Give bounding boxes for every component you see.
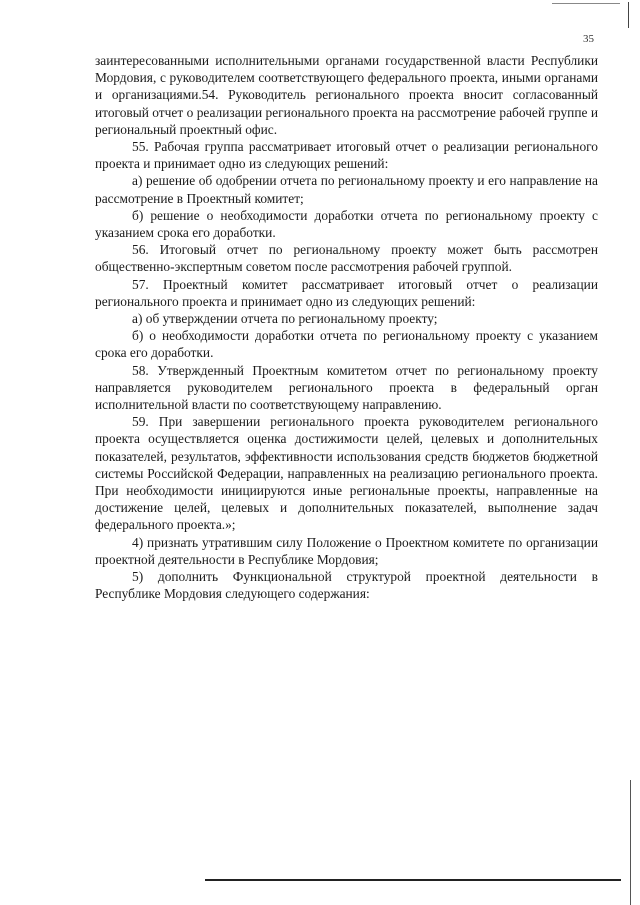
paragraph-item-4: 4) признать утратившим силу Положение о Проектном комитете по организации проектной деятельности в Республике Мордовия; <box>95 534 598 567</box>
paragraph-57: 57. Проектный комитет рассматривает итоговый отчет о реализации регионального проекта и принимает одно из следующих решений: <box>95 276 598 309</box>
scan-artifact-top <box>552 3 620 4</box>
page-number: 35 <box>583 33 594 45</box>
paragraph-58: 58. Утвержденный Проектным комитетом отчет по региональному проекту направляется руководителем регионального проекта в федеральный орган исполнительной власти по соответствующему направлению. <box>95 362 598 413</box>
scan-artifact-right <box>628 2 629 28</box>
paragraph-56: 56. Итоговый отчет по региональному проекту может быть рассмотрен общественно-экспертным советом после рассмотрения рабочей группой. <box>95 242 598 275</box>
paragraph-59: 59. При завершении регионального проекта руководителем регионального проекта осуществляется оценка достижимости целей, целевых и дополнительных показателей, результатов, эффективности использования средств бюджетов бюджетной системы Российской Федерации, направленных на реализацию регионального проекта. При необходимости инициируются иные региональные проекты, направленные на достижение целей, целевых и дополнительных показателей, выполнение задач федерального проекта.»; <box>95 414 598 533</box>
scan-artifact-bottom-line <box>205 879 621 881</box>
paragraph-continuation: заинтересованными исполнительными органами государственной власти Республики Мордовия, с руководителем соответствующего федерального проекта, иными органами и организациями.54. Руководитель регионального проекта вносит согласованный итоговый отчет о реализации регионального проекта на рассмотрение рабочей группе и региональный проектный офис. <box>95 53 598 137</box>
paragraph-55-a: а) решение об одобрении отчета по региональному проекту и его направление на рассмотрение в Проектный комитет; <box>95 173 598 206</box>
paragraph-55: 55. Рабочая группа рассматривает итоговый отчет о реализации регионального проекта и принимает одно из следующих решений: <box>95 139 598 172</box>
paragraph-55-b: б) решение о необходимости доработки отчета по региональному проекту с указанием срока его доработки. <box>95 207 598 241</box>
paragraph-57-b: б) о необходимости доработки отчета по региональному проекту с указанием срока его доработки. <box>95 328 598 361</box>
scan-artifact-edge <box>630 780 631 905</box>
document-body <box>95 52 598 603</box>
paragraph-57-a: а) об утверждении отчета по региональному проекту; <box>132 311 438 327</box>
paragraph-item-5: 5) дополнить Функциональной структурой проектной деятельности в Республике Мордовия следующего содержания: <box>95 569 598 602</box>
